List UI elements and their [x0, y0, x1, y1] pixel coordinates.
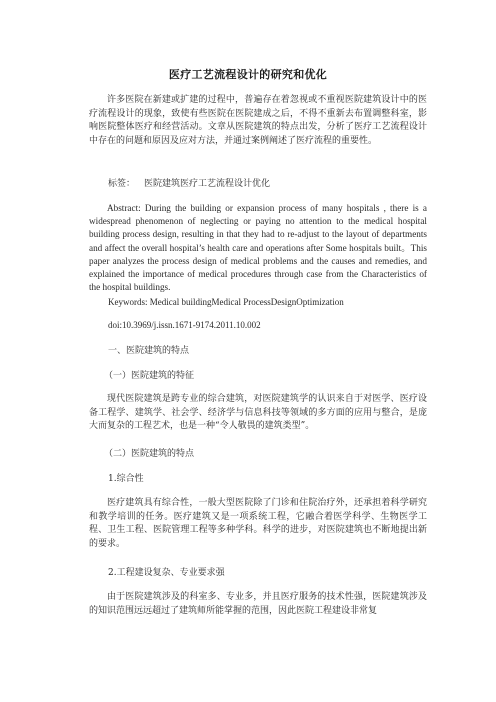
section-heading-1: 一、医院建筑的特点 — [108, 346, 190, 356]
abstract-chinese: 许多医院在新建或扩建的过程中，普遍存在着忽视或不重视医院建筑设计中的医疗流程设计的现象，致使有些医院在医院建成之后，不得不重新去布置调整科室，影响医院整体医疗和经营活动。文章从医院建筑的特点出发，分析了医疗工艺流程设计中存在的问题和原因及应对方法，并通过案例阐述了医疗流程的重要性。 — [89, 95, 427, 146]
subsection-heading-1: （一）医院建筑的特征 — [104, 371, 195, 381]
keywords-label: 标签： — [108, 179, 136, 189]
list-item-heading-1: 1.综合性 — [108, 474, 144, 484]
paragraph-comprehensiveness: 医疗建筑具有综合性，一般大型医院除了门诊和住院治疗外，还承担着科学研究和教学培训的任务。医疗建筑又是一项系统工程，它融合着医学科学、生物医学工程、卫生工程、医院管理工程等多种学科。科学的进步，对医院建筑也不断地提出新的要求。 — [89, 498, 427, 549]
abstract-english: Abstract: During the building or expansion process of many hospitals , there is a widespread phenomenon of neglecting or paying no attention to the medical hospital building process design, resulting in that they had to re-adjust to the layout of departments and affect the overall hospital’s health care and operations after Some hospitals built。This paper analyzes the process design of medical problems and the causes and remedies, and explained the importance of medical procedures through case from the Characteristics of the hospital buildings. — [89, 203, 427, 293]
keywords-chinese-text: 医院建筑医疗工艺流程设计优化 — [144, 179, 271, 189]
paragraph-architecture-features: 现代医院建筑是跨专业的综合建筑，对医院建筑学的认识来自于对医学、医疗设备工程学、建筑学、社会学、经济学与信息科技等领域的多方面的应用与整合，是庞大而复杂的工程艺术，也是一种“令人敬畏的建筑类型”。 — [89, 394, 427, 431]
subsection-heading-2: （二）医院建筑的特点 — [104, 449, 195, 459]
doi: doi:10.3969/j.issn.1671-9174.2011.10.002 — [108, 320, 261, 330]
paper-title: 医疗工艺流程设计的研究和优化 — [168, 68, 328, 81]
list-item-heading-2: 2.工程建设复杂、专业要求强 — [108, 568, 225, 578]
keywords-english: Keywords: Medical buildingMedical ProcessDesignOptimization — [108, 297, 344, 307]
paragraph-construction-complexity: 由于医院建筑涉及的科室多、专业多，并且医疗服务的技术性强，医院建筑涉及的知识范围远远超过了建筑师所能掌握的范围，因此医院工程建设非常复 — [89, 592, 427, 616]
keywords-chinese — [108, 178, 428, 191]
